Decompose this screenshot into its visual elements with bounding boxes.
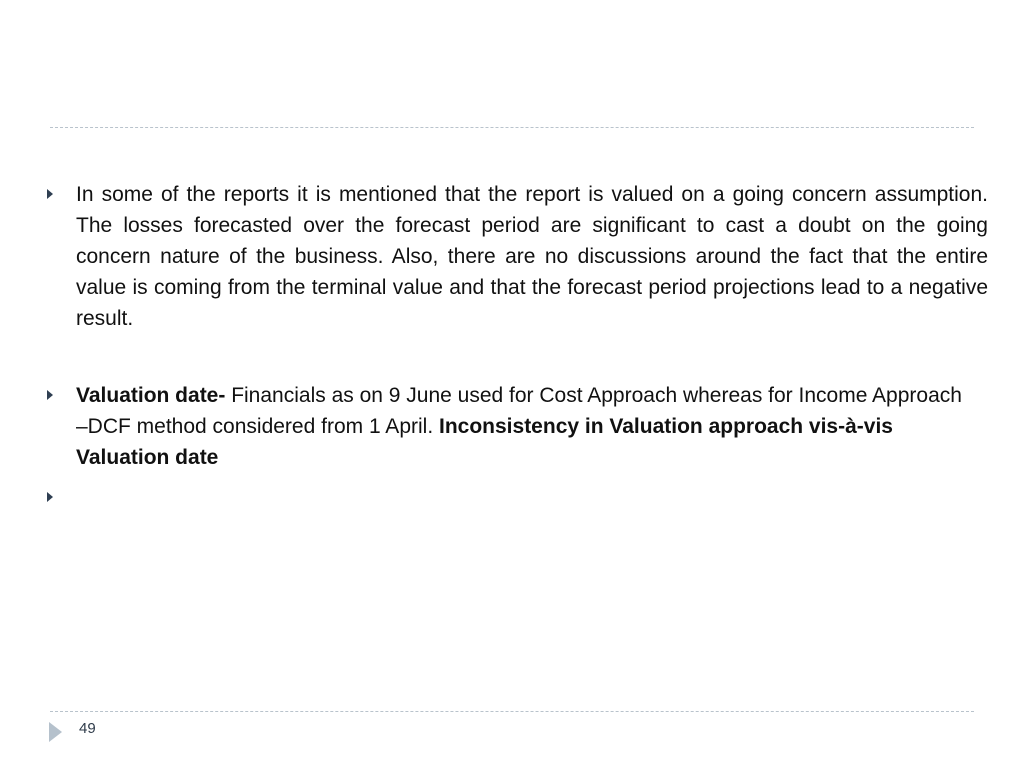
bullet-icon [47, 189, 53, 199]
bullet-2-body: Financials as on 9 June used for Cost Approach whereas for Income Approach –DCF method considered from 1 April. [76, 384, 962, 438]
bullet-2-lead: Valuation date- [76, 384, 226, 407]
bullet-text-2 [76, 380, 966, 473]
page-number: 49 [79, 720, 96, 737]
bullet-2-conclusion: Inconsistency in Valuation approach vis-à-vis Valuation date [76, 415, 893, 469]
top-divider [50, 127, 974, 128]
footer-arrow-icon [49, 722, 62, 742]
bullet-icon [47, 390, 53, 400]
bottom-divider [50, 711, 974, 712]
bullet-icon [47, 492, 53, 502]
bullet-text-1: In some of the reports it is mentioned that the report is valued on a going concern assumption. The losses forecasted over the forecast period are significant to cast a doubt on the going concern nature of the business. Also, there are no discussions around the fact that the entire value is coming from the terminal value and that the forecast period projections lead to a negative result. [76, 183, 988, 330]
